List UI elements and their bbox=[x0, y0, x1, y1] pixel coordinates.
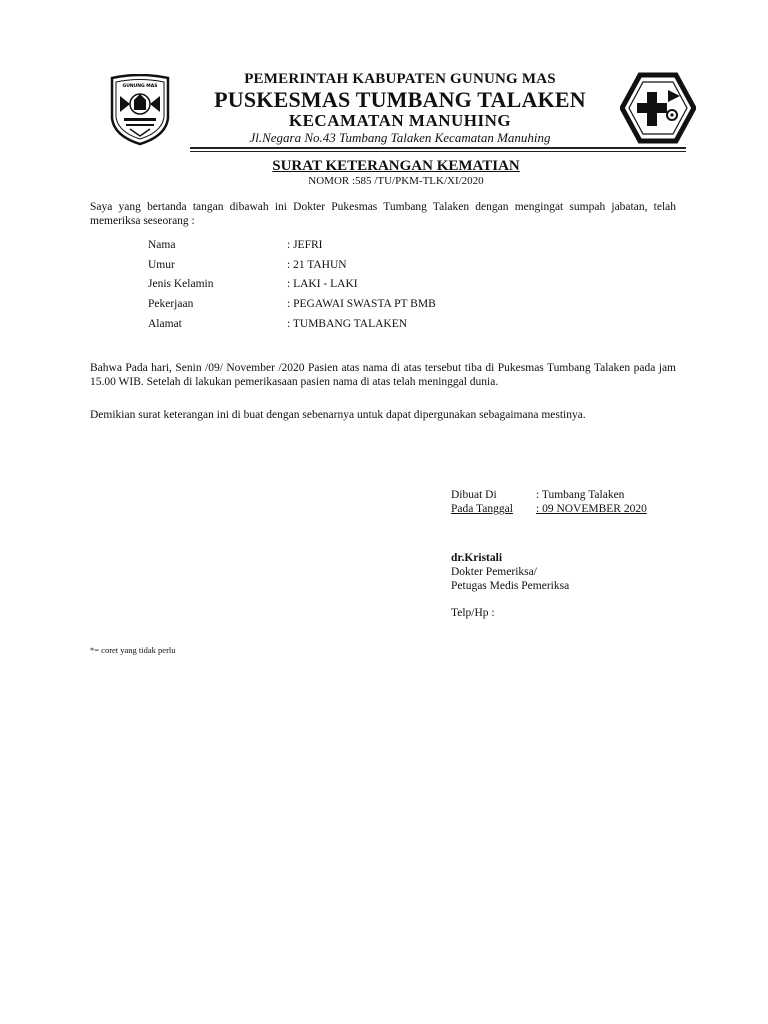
footnote: *= coret yang tidak perlu bbox=[90, 645, 176, 655]
field-value-address: : TUMBANG TALAKEN bbox=[287, 318, 408, 330]
intro-paragraph: Saya yang bertanda tangan dibawah ini Dokter Pukesmas Tumbang Talaken dengan mengingat sumpah jabatan, telah memeriksa seseorang : bbox=[90, 201, 676, 227]
district-name: KECAMATAN MANUHING bbox=[288, 111, 512, 130]
doctor-name: dr.Kristali bbox=[451, 552, 503, 564]
date-value: : 09 NOVEMBER 2020 bbox=[536, 503, 647, 515]
field-label-occupation: Pekerjaan bbox=[148, 298, 194, 310]
letterhead-rule-thick bbox=[190, 147, 686, 149]
institution-address: Jl.Negara No.43 Tumbang Talaken Kecamatan Manuhing bbox=[249, 130, 551, 145]
field-value-age: : 21 TAHUN bbox=[287, 259, 347, 271]
document-number: NOMOR :585 /TU/PKM-TLK/XI/2020 bbox=[308, 175, 484, 187]
doctor-role-2: Petugas Medis Pemeriksa bbox=[451, 580, 570, 592]
field-label-gender: Jenis Kelamin bbox=[148, 278, 214, 290]
document-title-text: SURAT KETERANGAN KEMATIAN bbox=[272, 158, 520, 174]
doctor-role-1: Dokter Pemeriksa/ bbox=[451, 566, 537, 578]
emblem-text: GUNUNG MAS bbox=[122, 84, 158, 89]
field-label-name: Nama bbox=[148, 239, 176, 251]
letterhead-rule-thin bbox=[190, 151, 686, 152]
closing-paragraph: Demikian surat keterangan ini di buat dengan sebenarnya untuk dapat dipergunakan sebagaimana mestinya. bbox=[90, 409, 586, 421]
field-label-age: Umur bbox=[148, 259, 175, 271]
government-name: PEMERINTAH KABUPATEN GUNUNG MAS bbox=[244, 71, 556, 87]
institution-name: PUSKESMAS TUMBANG TALAKEN bbox=[214, 87, 586, 112]
field-value-gender: : LAKI - LAKI bbox=[287, 278, 358, 290]
document-title bbox=[0, 158, 768, 175]
place-value: : Tumbang Talaken bbox=[536, 489, 625, 501]
field-label-address: Alamat bbox=[148, 318, 182, 330]
phone-label: Telp/Hp : bbox=[451, 607, 495, 619]
field-value-occupation: : PEGAWAI SWASTA PT BMB bbox=[287, 298, 436, 310]
place-label: Dibuat Di bbox=[451, 489, 497, 501]
statement-paragraph: Bahwa Pada hari, Senin /09/ November /2020 Pasien atas nama di atas tersebut tiba di Pukesmas Tumbang Talaken pada jam 15.00 WIB. Setelah di lakukan pemerikasaan pasien nama di atas telah meninggal dunia. bbox=[90, 362, 676, 388]
date-label: Pada Tanggal bbox=[451, 503, 513, 515]
field-value-name: : JEFRI bbox=[287, 239, 323, 251]
